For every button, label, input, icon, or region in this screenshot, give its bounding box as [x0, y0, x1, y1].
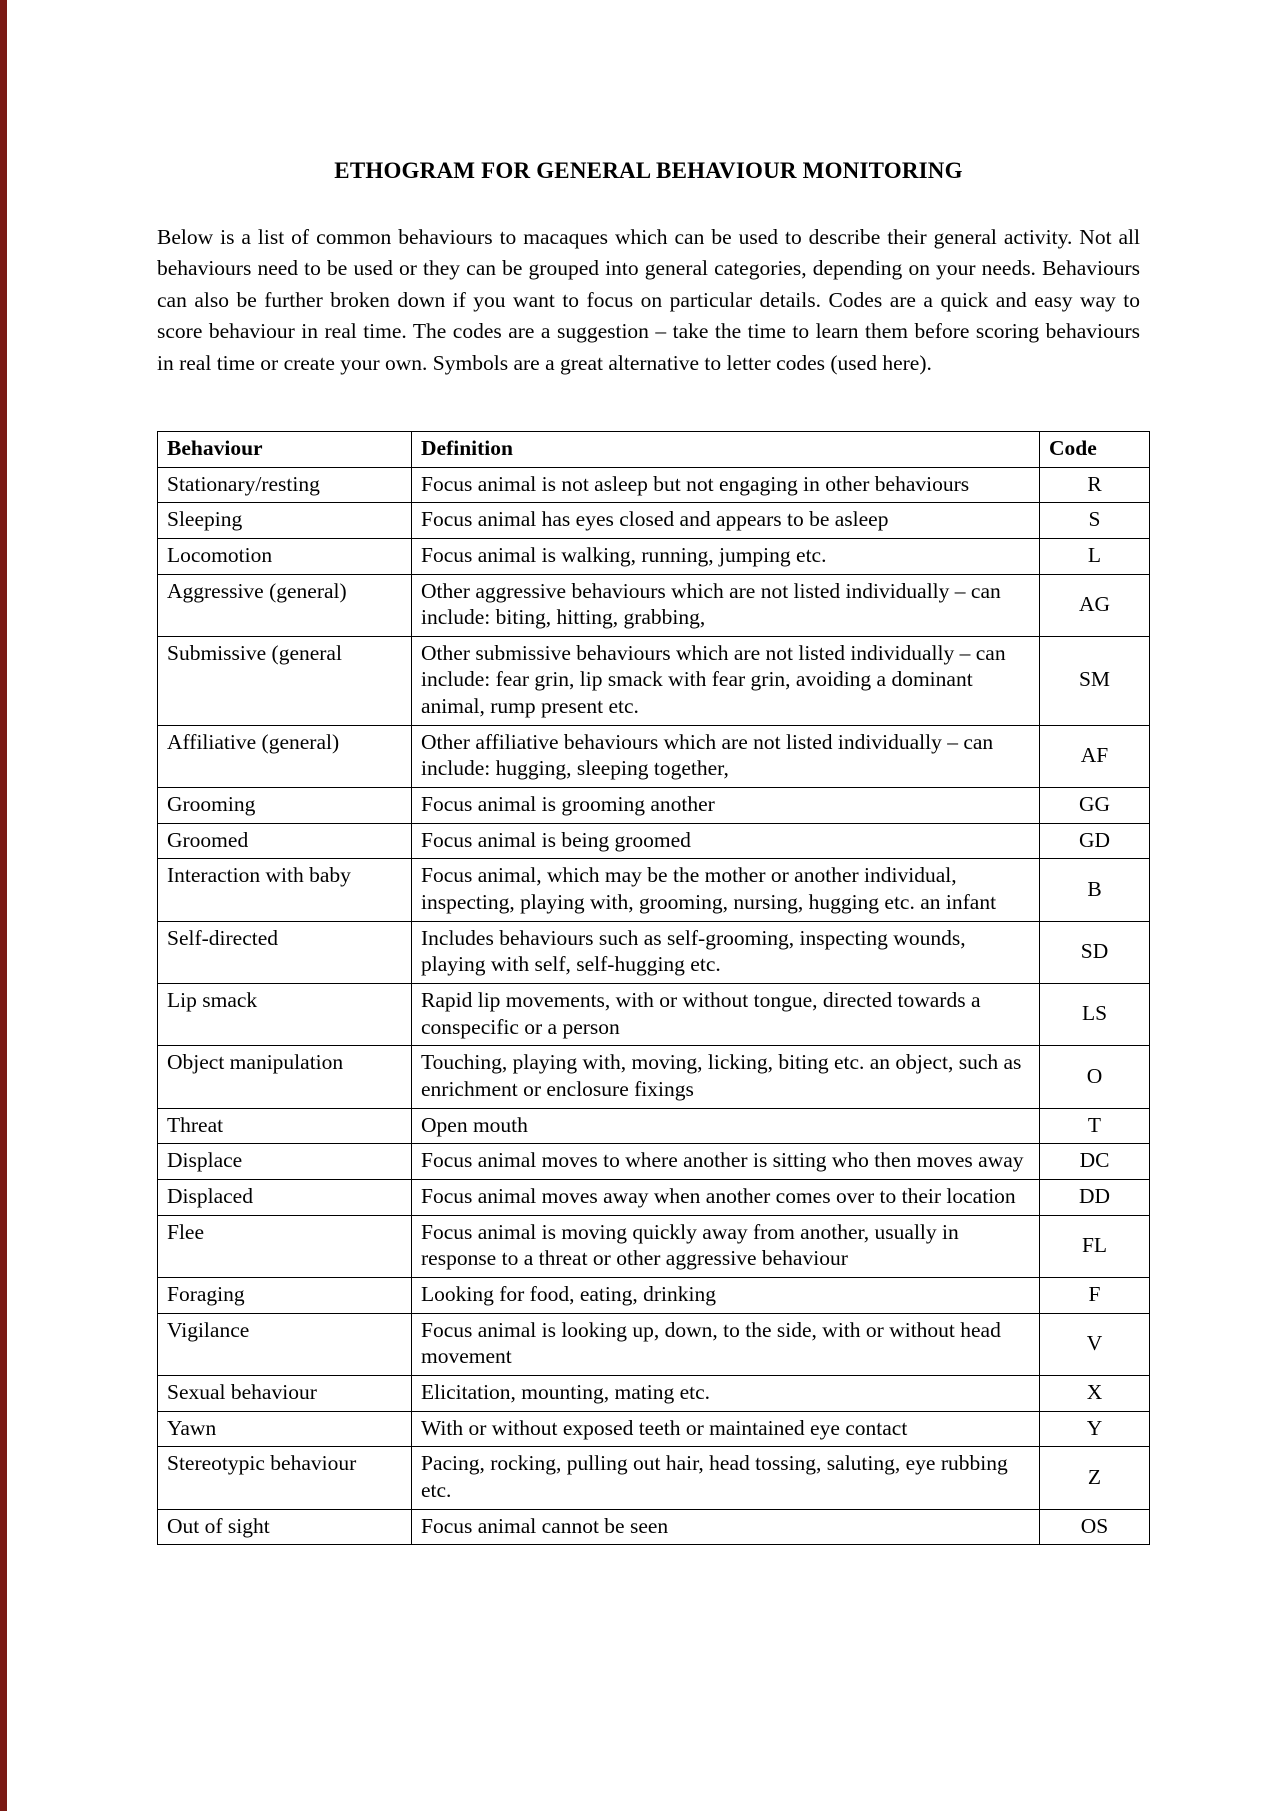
code-cell: LS [1040, 984, 1150, 1046]
table-row [158, 1509, 1150, 1545]
behaviour-cell: Foraging [158, 1277, 412, 1313]
code-cell: GD [1040, 823, 1150, 859]
table-row [158, 1108, 1150, 1144]
definition-cell: Focus animal, which may be the mother or another individual, inspecting, playing with, grooming, nursing, hugging etc. an infant [412, 859, 1040, 921]
table-row [158, 859, 1150, 921]
behaviour-cell: Yawn [158, 1411, 412, 1447]
table-row [158, 1375, 1150, 1411]
definition-cell: Focus animal is looking up, down, to the side, with or without head movement [412, 1313, 1040, 1375]
behaviour-cell: Displace [158, 1144, 412, 1180]
table-row [158, 1046, 1150, 1108]
definition-cell: Open mouth [412, 1108, 1040, 1144]
table-row [158, 921, 1150, 983]
table-row [158, 574, 1150, 636]
code-cell: Z [1040, 1447, 1150, 1509]
code-cell: Y [1040, 1411, 1150, 1447]
behaviour-cell: Interaction with baby [158, 859, 412, 921]
code-cell: FL [1040, 1215, 1150, 1277]
definition-cell: Focus animal has eyes closed and appears to be asleep [412, 503, 1040, 539]
table-row [158, 1277, 1150, 1313]
behaviour-cell: Self-directed [158, 921, 412, 983]
behaviour-cell: Out of sight [158, 1509, 412, 1545]
ethogram-table [157, 431, 1150, 1545]
definition-cell: Focus animal is grooming another [412, 788, 1040, 824]
behaviour-cell: Sexual behaviour [158, 1375, 412, 1411]
definition-cell: Focus animal moves away when another comes over to their location [412, 1179, 1040, 1215]
table-header-row [158, 431, 1150, 467]
behaviour-cell: Stationary/resting [158, 467, 412, 503]
table-row [158, 1313, 1150, 1375]
definition-cell: With or without exposed teeth or maintained eye contact [412, 1411, 1040, 1447]
definition-cell: Other aggressive behaviours which are not listed individually – can include: biting, hitting, grabbing, [412, 574, 1040, 636]
table-row [158, 1179, 1150, 1215]
definition-cell: Elicitation, mounting, mating etc. [412, 1375, 1040, 1411]
table-row [158, 984, 1150, 1046]
behaviour-column-header: Behaviour [158, 431, 412, 467]
definition-cell: Focus animal moves to where another is sitting who then moves away [412, 1144, 1040, 1180]
code-cell: DC [1040, 1144, 1150, 1180]
code-cell: X [1040, 1375, 1150, 1411]
code-cell: SM [1040, 636, 1150, 725]
behaviour-cell: Submissive (general [158, 636, 412, 725]
behaviour-cell: Threat [158, 1108, 412, 1144]
definition-cell: Pacing, rocking, pulling out hair, head tossing, saluting, eye rubbing etc. [412, 1447, 1040, 1509]
behaviour-cell: Locomotion [158, 538, 412, 574]
intro-paragraph: Below is a list of common behaviours to macaques which can be used to describe their general activity. Not all behaviours need to be used or they can be grouped into general categories, depending on your needs. Behaviours can also be further broken down if you want to focus on particular details. Codes are a quick and easy way to score behaviour in real time. The codes are a suggestion – take the time to learn them before scoring behaviours in real time or create your own. Symbols are a great alternative to letter codes (used here). [157, 225, 1140, 375]
table-row [158, 1144, 1150, 1180]
definition-cell: Other affiliative behaviours which are not listed individually – can include: hugging, sleeping together, [412, 725, 1040, 787]
table-row [158, 467, 1150, 503]
code-cell: AF [1040, 725, 1150, 787]
behaviour-cell: Groomed [158, 823, 412, 859]
behaviour-cell: Aggressive (general) [158, 574, 412, 636]
code-cell: T [1040, 1108, 1150, 1144]
table-row [158, 823, 1150, 859]
code-cell: R [1040, 467, 1150, 503]
definition-cell: Focus animal is not asleep but not engaging in other behaviours [412, 467, 1040, 503]
code-cell: SD [1040, 921, 1150, 983]
behaviour-cell: Stereotypic behaviour [158, 1447, 412, 1509]
definition-column-header: Definition [412, 431, 1040, 467]
table-row [158, 538, 1150, 574]
code-cell: AG [1040, 574, 1150, 636]
table-row [158, 1411, 1150, 1447]
definition-cell: Focus animal cannot be seen [412, 1509, 1040, 1545]
behaviour-cell: Vigilance [158, 1313, 412, 1375]
definition-cell: Looking for food, eating, drinking [412, 1277, 1040, 1313]
table-row [158, 725, 1150, 787]
table-row [158, 788, 1150, 824]
behaviour-cell: Object manipulation [158, 1046, 412, 1108]
definition-cell: Rapid lip movements, with or without tongue, directed towards a conspecific or a person [412, 984, 1040, 1046]
behaviour-cell: Grooming [158, 788, 412, 824]
table-row [158, 1215, 1150, 1277]
code-cell: S [1040, 503, 1150, 539]
code-cell: B [1040, 859, 1150, 921]
table-row [158, 636, 1150, 725]
table-row [158, 503, 1150, 539]
definition-cell: Touching, playing with, moving, licking, biting etc. an object, such as enrichment or enclosure fixings [412, 1046, 1040, 1108]
definition-cell: Includes behaviours such as self-grooming, inspecting wounds, playing with self, self-hugging etc. [412, 921, 1040, 983]
table-row [158, 1447, 1150, 1509]
code-cell: L [1040, 538, 1150, 574]
code-cell: O [1040, 1046, 1150, 1108]
behaviour-cell: Lip smack [158, 984, 412, 1046]
code-column-header: Code [1040, 431, 1150, 467]
definition-cell: Focus animal is being groomed [412, 823, 1040, 859]
code-cell: OS [1040, 1509, 1150, 1545]
definition-cell: Focus animal is walking, running, jumping etc. [412, 538, 1040, 574]
behaviour-cell: Displaced [158, 1179, 412, 1215]
ethogram-table-body [158, 467, 1150, 1545]
code-cell: F [1040, 1277, 1150, 1313]
code-cell: V [1040, 1313, 1150, 1375]
page-title: ETHOGRAM FOR GENERAL BEHAVIOUR MONITORING [334, 158, 963, 183]
definition-cell: Focus animal is moving quickly away from another, usually in response to a threat or other aggressive behaviour [412, 1215, 1040, 1277]
code-cell: DD [1040, 1179, 1150, 1215]
behaviour-cell: Flee [158, 1215, 412, 1277]
definition-cell: Other submissive behaviours which are not listed individually – can include: fear grin, lip smack with fear grin, avoiding a dominant animal, rump present etc. [412, 636, 1040, 725]
behaviour-cell: Affiliative (general) [158, 725, 412, 787]
code-cell: GG [1040, 788, 1150, 824]
behaviour-cell: Sleeping [158, 503, 412, 539]
